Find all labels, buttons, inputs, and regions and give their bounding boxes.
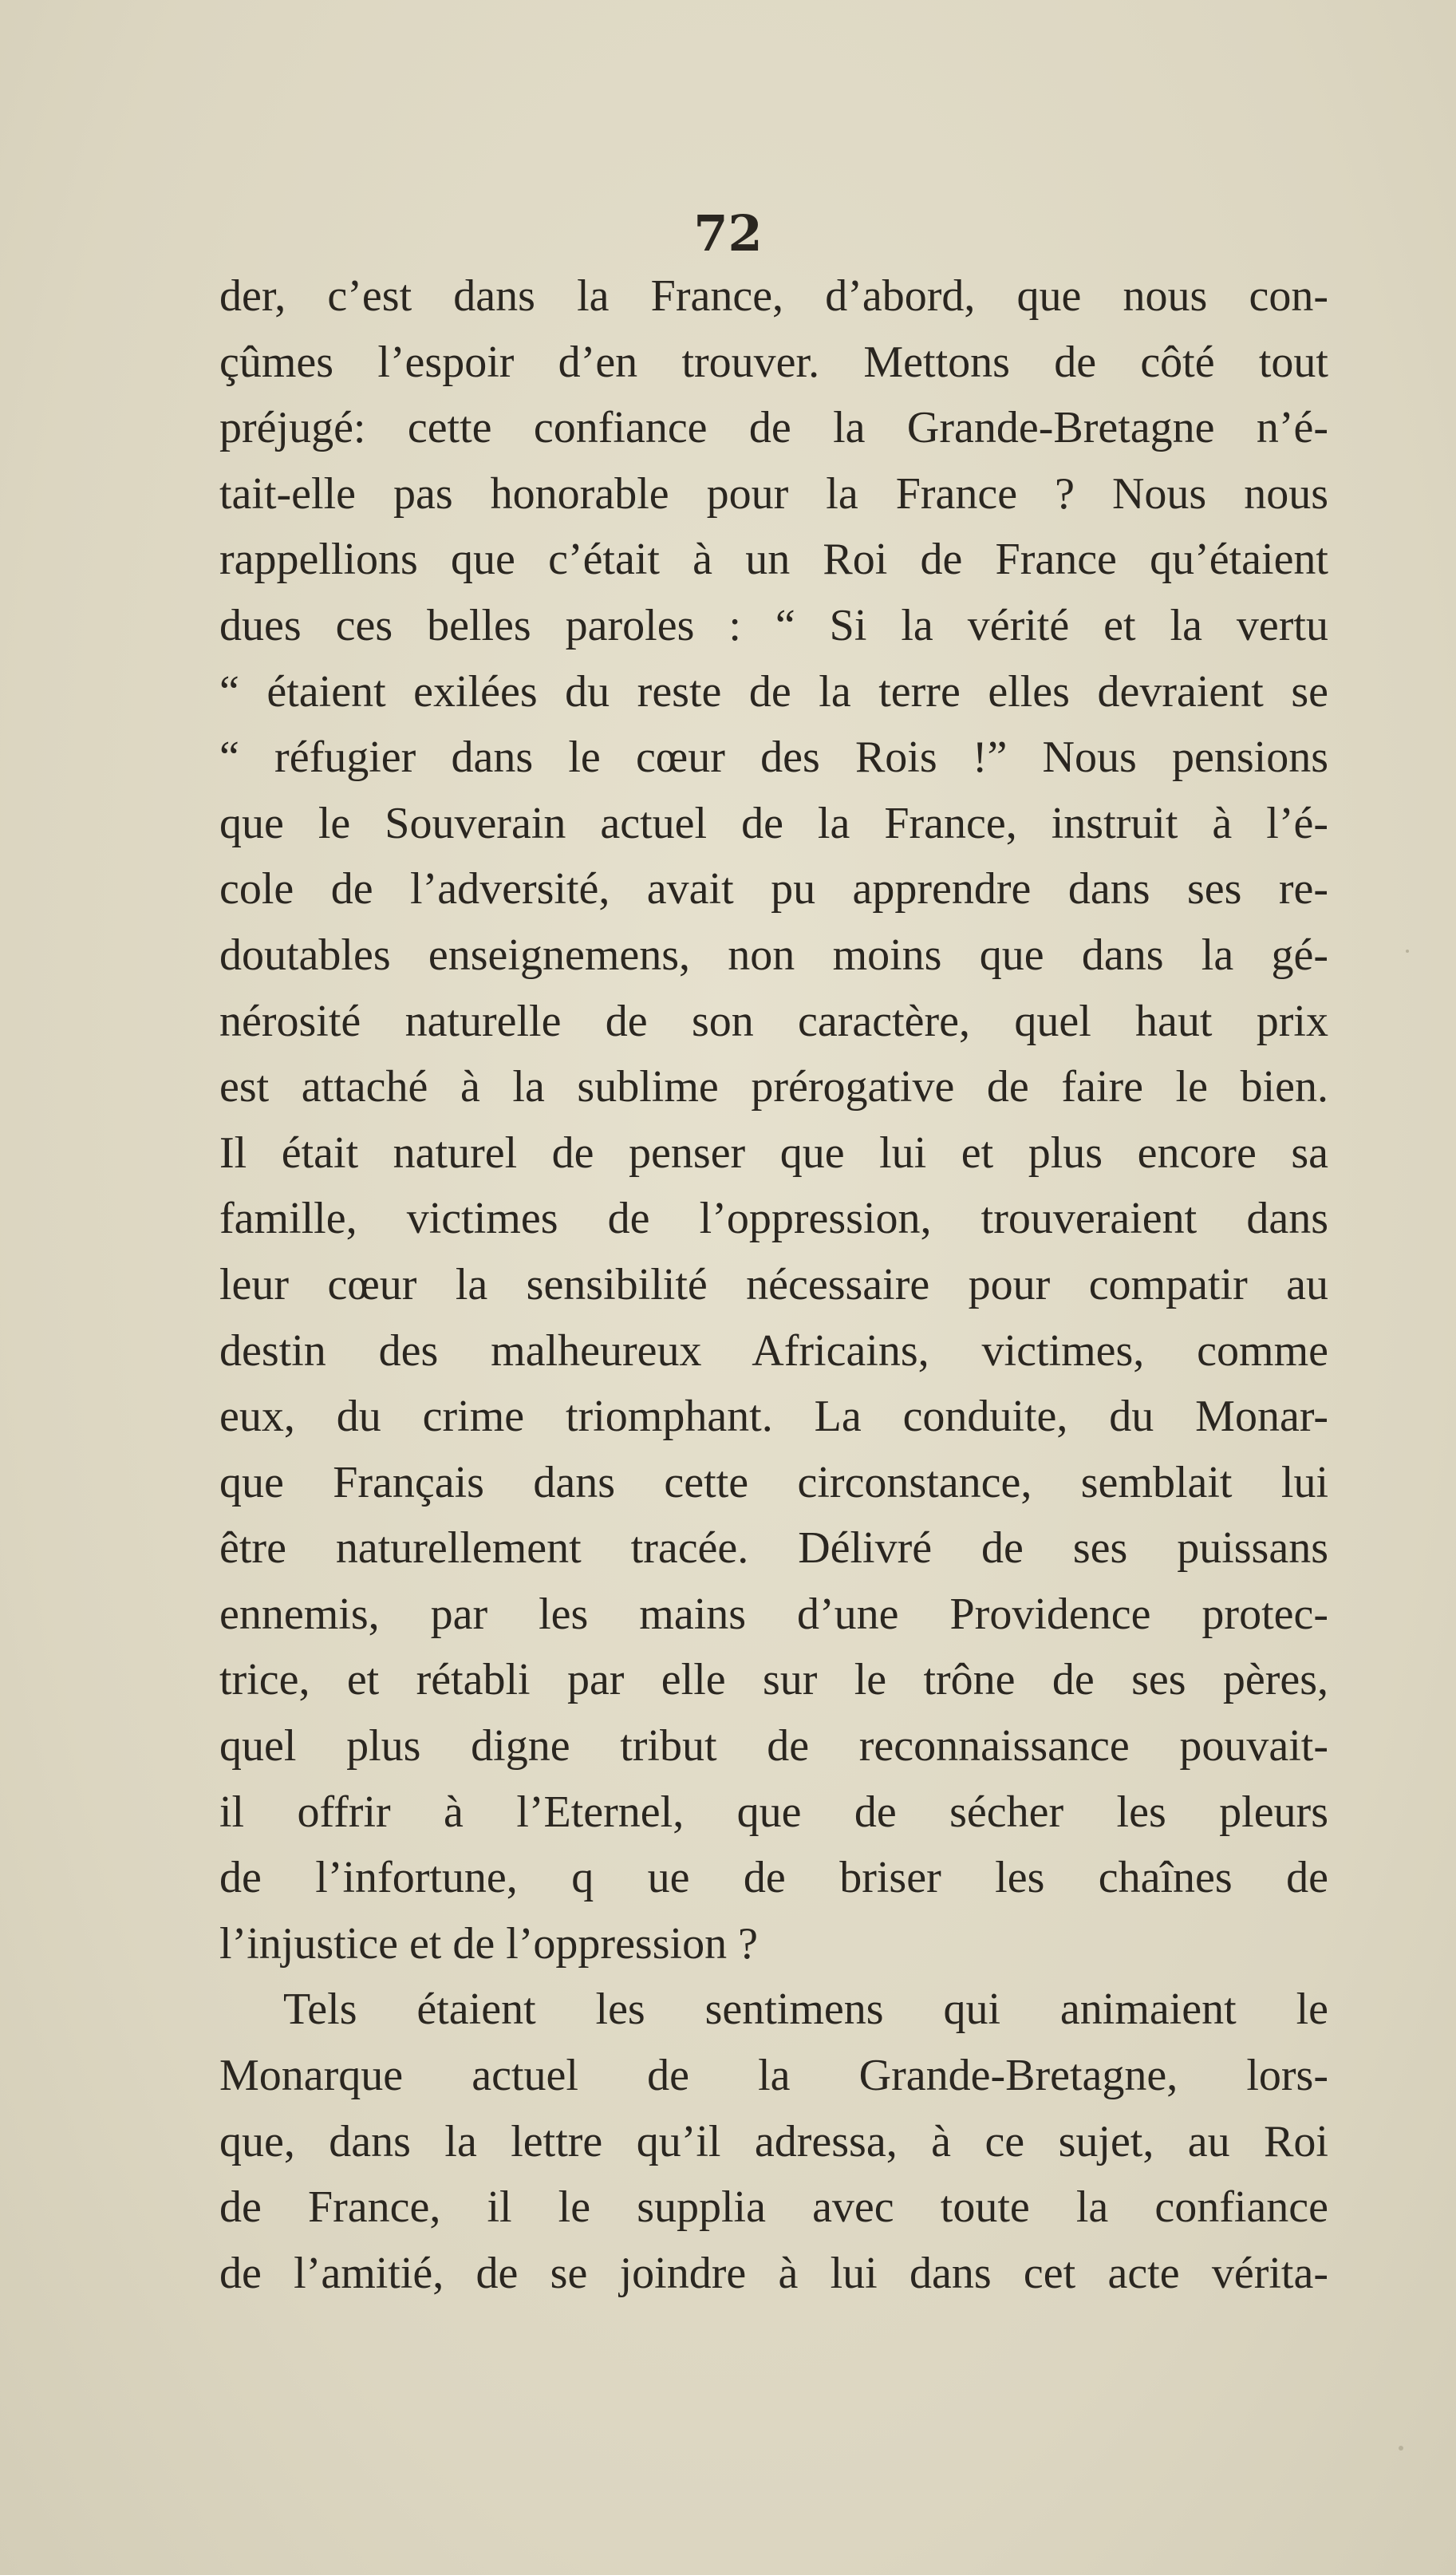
text-line: de l’infortune, q ue de briser les chaînes de <box>219 1853 1328 1903</box>
text-line: que Français dans cette circonstance, semblait lui <box>219 1457 1328 1507</box>
paper-speck <box>1399 2446 1403 2451</box>
text-line: être naturellement tracée. Délivré de ses puissans <box>219 1523 1328 1574</box>
text-line: trice, et rétabli par elle sur le trône de ses pères, <box>219 1655 1328 1705</box>
body-text <box>219 263 1328 2306</box>
text-line: famille, victimes de l’oppression, trouveraient dans <box>219 1194 1328 1244</box>
paragraph-start-line: Tels étaient les sentimens qui animaient le <box>283 1985 1328 2035</box>
page-number: 72 <box>693 204 763 263</box>
text-line: cole de l’adversité, avait pu apprendre dans ses re- <box>219 864 1328 914</box>
text-line: der, c’est dans la France, d’abord, que nous con- <box>219 271 1328 321</box>
text-line: il offrir à l’Eternel, que de sécher les pleurs <box>219 1787 1328 1837</box>
text-line: nérosité naturelle de son caractère, quel haut prix <box>219 996 1328 1046</box>
text-line: “ étaient exilées du reste de la terre elles devraient se <box>219 666 1328 717</box>
text-line: de France, il le supplia avec toute la confiance <box>219 2182 1328 2233</box>
text-line: destin des malheureux Africains, victimes, comme <box>219 1325 1328 1376</box>
text-line: rappellions que c’était à un Roi de France qu’étaient <box>219 535 1328 585</box>
text-line: “ réfugier dans le cœur des Rois !” Nous pensions <box>219 733 1328 783</box>
text-line: tait-elle pas honorable pour la France ? Nous nous <box>219 468 1328 519</box>
paragraph-end-line: l’injustice et de l’oppression ? <box>219 1918 758 1969</box>
text-line: dues ces belles paroles : “ Si la vérité et la vertu <box>219 600 1328 650</box>
text-line: eux, du crime triomphant. La conduite, du Monar- <box>219 1392 1328 1442</box>
text-line: çûmes l’espoir d’en trouver. Mettons de côté tout <box>219 337 1328 387</box>
text-line: que, dans la lettre qu’il adressa, à ce sujet, au Roi <box>219 2116 1328 2166</box>
text-line: Il était naturel de penser que lui et plus encore sa <box>219 1128 1328 1178</box>
text-line: doutables enseignemens, non moins que dans la gé- <box>219 930 1328 980</box>
text-line: préjugé: cette confiance de la Grande-Bretagne n’é- <box>219 403 1328 453</box>
text-line: Monarque actuel de la Grande-Bretagne, lors- <box>219 2051 1328 2101</box>
text-line: est attaché à la sublime prérogative de faire le bien. <box>219 1062 1328 1112</box>
text-line: de l’amitié, de se joindre à lui dans cet acte vérita- <box>219 2248 1328 2298</box>
text-line: quel plus digne tribut de reconnaissance pouvait- <box>219 1721 1328 1771</box>
text-line: leur cœur la sensibilité nécessaire pour compatir au <box>219 1259 1328 1309</box>
text-line: ennemis, par les mains d’une Providence protec- <box>219 1589 1328 1639</box>
text-line: que le Souverain actuel de la France, instruit à l’é- <box>219 798 1328 848</box>
paper-speck <box>1406 950 1409 953</box>
